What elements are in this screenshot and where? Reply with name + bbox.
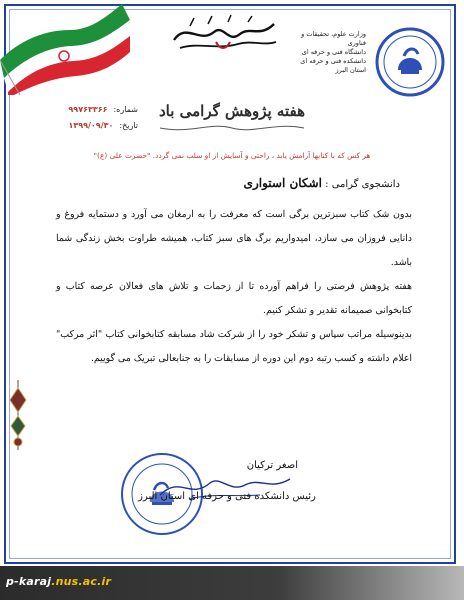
emblem-caption-line: وزارت علوم، تحقیقات و فناوری [301,30,366,47]
number-row [18,102,138,118]
date-value: ۱۳۹۹/۰۹/۳۰ [68,121,114,130]
document-meta [18,102,138,134]
university-emblem-icon [374,26,446,98]
footer-url-prefix: p-karaj [6,575,52,588]
body-paragraph: هفته پژوهش فرصتی را فراهم آورده تا از زحمات و تلاش های فعالان عرصه کتاب و کتابخوانی صمیمانه تقدیر و تشکر کنیم. [56,281,412,316]
signer-title: رئیس دانشکده فنی و حرفه ای استان البرز [138,491,316,502]
greeting-line [100,176,400,190]
number-label: شماره: [113,105,138,114]
footer-url[interactable] [6,575,111,588]
emblem-caption-line: دانشکده فنی و حرفه ای استان البرز [300,57,366,74]
quote-text: هر کس که با کتابها آرامش یابد ، راحتی و آسایش از او سلب نمی گردد. "حضرت علی (ع)" [93,151,371,160]
body-paragraph: بدون شک کتاب سبزترین برگی است که معرفت را به ارمغان می آورد و دستمایه فروغ و دانایی فروزان می سازد، امیدواریم برگ های سبز کتاب، همیشه طراوت بخش زندگی شما باشد. [56,209,412,268]
emblem-caption-line: دانشگاه فنی و حرفه ای [301,48,366,56]
decorative-ornament-icon [6,380,30,450]
bismillah-calligraphy-icon [168,14,280,56]
emblem-caption [286,30,366,75]
title-flourish-icon [150,122,314,134]
date-row [18,118,138,134]
recipient-name: اشکان استواری [243,176,322,190]
iran-flag-icon [0,0,130,95]
signer-name: اصغر ترکیان [246,460,298,471]
footer-url-suffix: .nus.ac.ir [51,575,112,588]
letter-body [56,203,412,371]
number-value: ۹۹۷۶۳۳۶۶ [68,105,108,114]
greeting-prefix: دانشجوی گرامی : [325,179,400,190]
body-paragraph: بدینوسیله مراتب سپاس و تشکر خود را از شرکت شاد مسابقه کتابخوانی کتاب "اثر مرکب" اعلام داشته و کسب رتبه دوم این دوره از مسابقات را به جنابعالی تبریک می گوییم. [56,329,412,364]
page-title: هفته پژوهش گرامی باد [158,102,305,120]
footer-bar [0,566,464,600]
date-label: تاریخ: [119,121,138,130]
